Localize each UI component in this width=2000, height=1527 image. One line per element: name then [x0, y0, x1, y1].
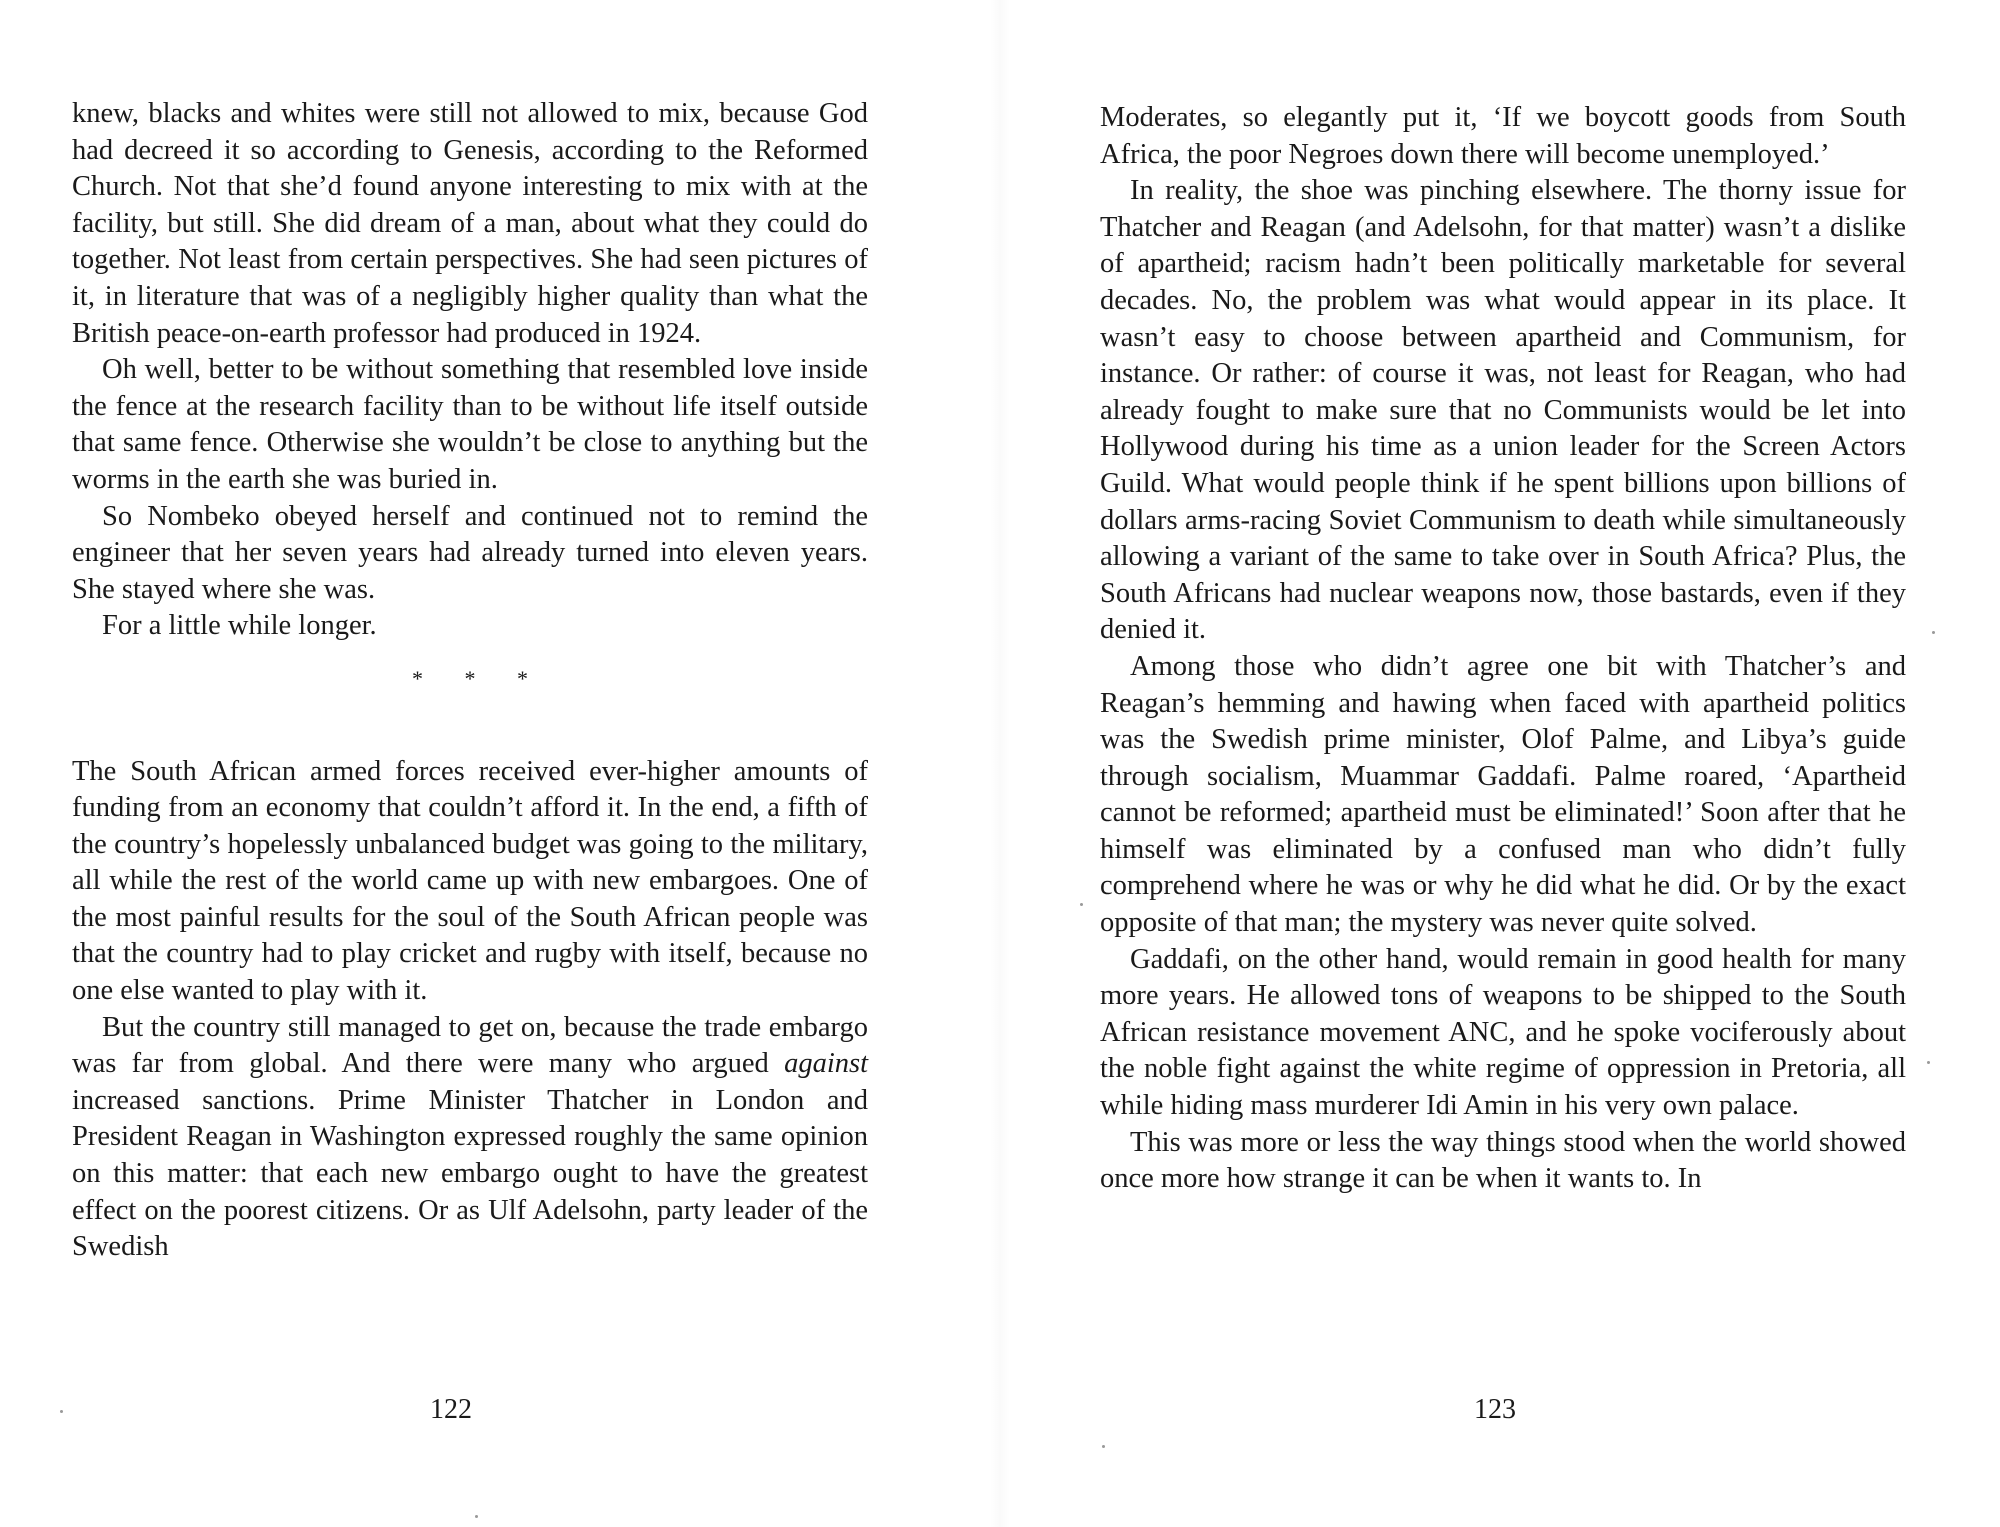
right-page-text — [1100, 100, 1906, 1198]
scan-speck — [1927, 1061, 1930, 1064]
scan-speck — [1102, 1445, 1105, 1448]
emphasis-against: against — [784, 1048, 868, 1080]
right-page — [1000, 0, 2000, 1527]
right-paragraph-4: Gaddafi, on the other hand, would remain in good health for many more years. He allowed tons of weapons to be shipped to the South African resistance movement ANC, and he spoke vociferously about the noble fight against the white regime of oppression in Pretoria, all while hiding mass murderer Idi Amin in his very own palace. — [1100, 943, 1906, 1122]
scan-speck — [1932, 631, 1935, 634]
left-paragraph-1: knew, blacks and whites were still not allowed to mix, because God had decreed it so according to Genesis, according to the Reformed Church. Not that she’d found anyone interesting to mix with at the facility, but still. She did dream of a man, about what they could do together. Not least from certain perspectives. She had seen pictures of it, in literature that was of a negligibly higher quality than what the British peace-on-earth professor had produced in 1924. — [72, 98, 868, 349]
sanctions-text-start: But the country still managed to get on, because the trade embargo was far from global. And there were many who argued — [72, 1011, 868, 1080]
left-paragraph-5: The South African armed forces received ever-higher amounts of funding from an economy that couldn’t afford it. In the end, a fifth of the country’s hopelessly unbalanced budget was going to the military, all while the rest of the world came up with new embargoes. One of the most painful results for the soul of the South African people was that the country had to play cricket and rugby with itself, because no one else wanted to play with it. — [72, 755, 868, 1007]
sanctions-text-end: increased sanctions. Prime Minister Thatcher in London and President Reagan in Washington expressed roughly the same opinion on this matter: that each new embargo ought to have the greatest effect on the poorest citizens. Or as Ulf Adelsohn, party leader of the Swedish — [72, 1084, 868, 1263]
scene-break: * * * — [412, 665, 546, 691]
left-page-number: 122 — [430, 1394, 472, 1425]
right-paragraph-5: This was more or less the way things stood when the world showed once more how strange it can be when it wants to. In — [1100, 1126, 1906, 1195]
left-paragraph-4: For a little while longer. — [102, 610, 377, 642]
right-paragraph-1: Moderates, so elegantly put it, ‘If we boycott goods from South Africa, the poor Negroes down there will become unemployed.’ — [1100, 102, 1906, 170]
right-paragraph-3: Among those who didn’t agree one bit with Thatcher’s and Reagan’s hemming and hawing when faced with apartheid politics was the Swedish prime minister, Olof Palme, and Libya’s guide through socialism, Muammar Gaddafi. Palme roared, ‘Apartheid cannot be reformed; apartheid must be eliminated!’ Soon after that he himself was eliminated by a confused man who didn’t fully comprehend where he was or why he did what he did. Or by the exact opposite of that man; the mystery was never quite solved. — [1100, 650, 1906, 939]
left-paragraph-6 — [72, 1010, 868, 1266]
left-paragraph-3: So Nombeko obeyed herself and continued not to remind the engineer that her seven years had already turned into eleven years. She stayed where she was. — [72, 500, 868, 605]
scan-speck — [475, 1515, 478, 1518]
right-page-number: 123 — [1474, 1394, 1516, 1425]
left-paragraph-2: Oh well, better to be without something that resembled love inside the fence at the research facility than to be without life itself outside that same fence. Otherwise she wouldn’t be close to anything but the worms in the earth she was buried in. — [72, 354, 868, 495]
scan-speck — [60, 1410, 63, 1413]
scan-speck — [1080, 903, 1083, 906]
right-paragraph-2: In reality, the shoe was pinching elsewhere. The thorny issue for Thatcher and Reagan (and Adelsohn, for that matter) wasn’t a dislike of apartheid; racism hadn’t been politically marketable for several decades. No, the problem was what would appear in its place. It wasn’t easy to choose between apartheid and Communism, for instance. Or rather: of course it was, not least for Reagan, who had already fought to make sure that no Communists would be let into Hollywood during his time as a union leader for the Screen Actors Guild. What would people think if he spent billions upon billions of dollars arms-racing Soviet Communism to death while simultaneously allowing a variant of the same to take over in South Africa? Plus, the South Africans had nuclear weapons now, those bastards, even if they denied it. — [1100, 175, 1906, 646]
left-page-text — [72, 96, 868, 1266]
